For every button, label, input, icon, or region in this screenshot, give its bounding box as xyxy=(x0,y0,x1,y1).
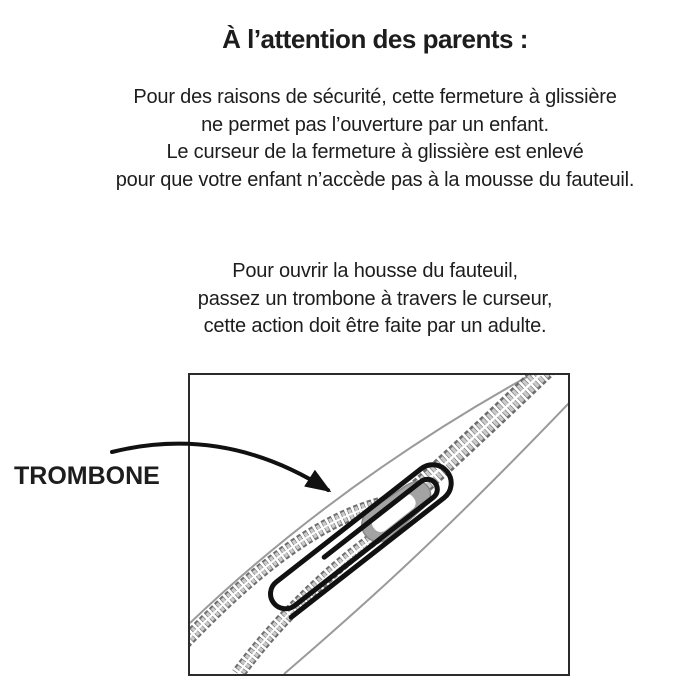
instruction-paragraph-line-2: passez un trombone à travers le curseur, xyxy=(197,287,553,310)
zipper-illustration xyxy=(190,375,568,674)
instruction-paragraph-line-3: cette action doit être faite par un adulte. xyxy=(203,315,547,337)
page-title: À l’attention des parents : xyxy=(222,24,528,54)
security-paragraph-line-2: ne permet pas l’ouverture par un enfant. xyxy=(201,113,549,136)
zipper-teeth-closed-band xyxy=(419,375,548,488)
instruction-paragraph-line-1: Pour ouvrir la housse du fauteuil, xyxy=(232,260,518,282)
security-paragraph xyxy=(40,84,700,194)
instruction-paragraph xyxy=(40,258,700,341)
security-paragraph-line-1: Pour des raisons de sécurité, cette fermeture à glissière xyxy=(133,86,617,108)
zipper-figure-frame xyxy=(188,373,570,676)
lower-tape-edge xyxy=(284,402,568,674)
security-paragraph-line-3: Le curseur de la fermeture à glissière est enlevé xyxy=(166,141,584,163)
security-paragraph-line-4: pour que votre enfant n’accède pas à la mousse du fauteuil. xyxy=(115,168,635,191)
trombone-label: TROMBONE xyxy=(14,462,160,490)
